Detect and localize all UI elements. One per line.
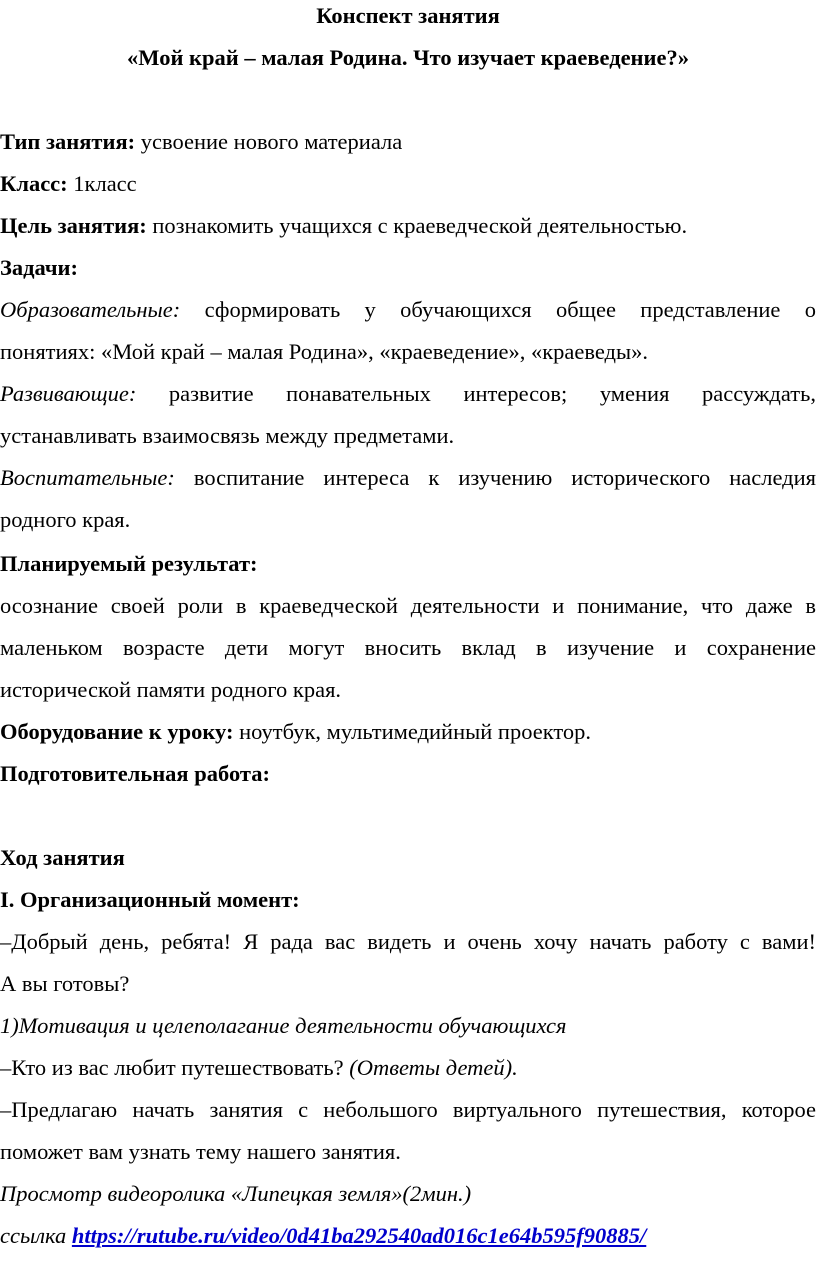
offer-line1: –Предлагаю начать занятия с небольшого виртуального путешествия, которое xyxy=(0,1097,816,1122)
tasks-heading: Задачи: xyxy=(0,255,79,280)
result-line: исторической памяти родного края. xyxy=(0,677,342,702)
document-subtitle: «Мой край – малая Родина. Что изучает краеведение?» xyxy=(127,45,689,70)
result-heading: Планируемый результат: xyxy=(0,551,258,576)
equipment: Оборудование к уроку: ноутбук, мультимедийный проектор. xyxy=(0,719,592,744)
video-link-row xyxy=(0,1222,816,1250)
stage1-heading: I. Организационный момент: xyxy=(0,887,300,912)
result-line: маленьком возрасте дети могут вносить вклад в изучение и сохранение xyxy=(0,635,816,660)
educational-task-line1: Образовательные: сформировать у обучающихся общее представление о xyxy=(0,297,816,322)
greeting-line2: А вы готовы? xyxy=(0,971,130,996)
offer-line2: поможет вам узнать тему нашего занятия. xyxy=(0,1139,401,1164)
grade: Класс: 1класс xyxy=(0,171,137,196)
lesson-type: Тип занятия: усвоение нового материала xyxy=(0,129,403,154)
motivation: 1)Мотивация и целеполагание деятельности обучающихся xyxy=(0,1013,567,1038)
developing-task-line1: Развивающие: развитие понавательных интересов; умения рассуждать, xyxy=(0,381,816,406)
document-title: Конспект занятия xyxy=(316,3,500,28)
goal: Цель занятия: познакомить учащихся с краеведческой деятельностью. xyxy=(0,213,688,238)
upbringing-task-line2: родного края. xyxy=(0,507,131,532)
video-link[interactable]: https://rutube.ru/video/0d41ba292540ad016c1e64b595f90885/ xyxy=(71,1223,647,1248)
educational-task-line2: понятиях: «Мой край – малая Родина», «краеведение», «краеведы». xyxy=(0,339,648,364)
developing-task-line2: устанавливать взаимосвязь между предметами. xyxy=(0,423,455,448)
greeting-line1: –Добрый день, ребята! Я рада вас видеть и очень хочу начать работу с вами! xyxy=(0,929,816,954)
upbringing-task-line1: Воспитательные: воспитание интереса к изучению исторического наследия xyxy=(0,465,816,490)
prep-heading: Подготовительная работа: xyxy=(0,761,270,786)
link-label: ссылка xyxy=(0,1223,72,1248)
question: –Кто из вас любит путешествовать? (Ответы детей). xyxy=(0,1055,518,1080)
course-heading: Ход занятия xyxy=(0,845,125,870)
result-line: осознание своей роли в краеведческой деятельности и понимание, что даже в xyxy=(0,593,816,618)
video-title: Просмотр видеоролика «Липецкая земля»(2мин.) xyxy=(0,1181,472,1206)
